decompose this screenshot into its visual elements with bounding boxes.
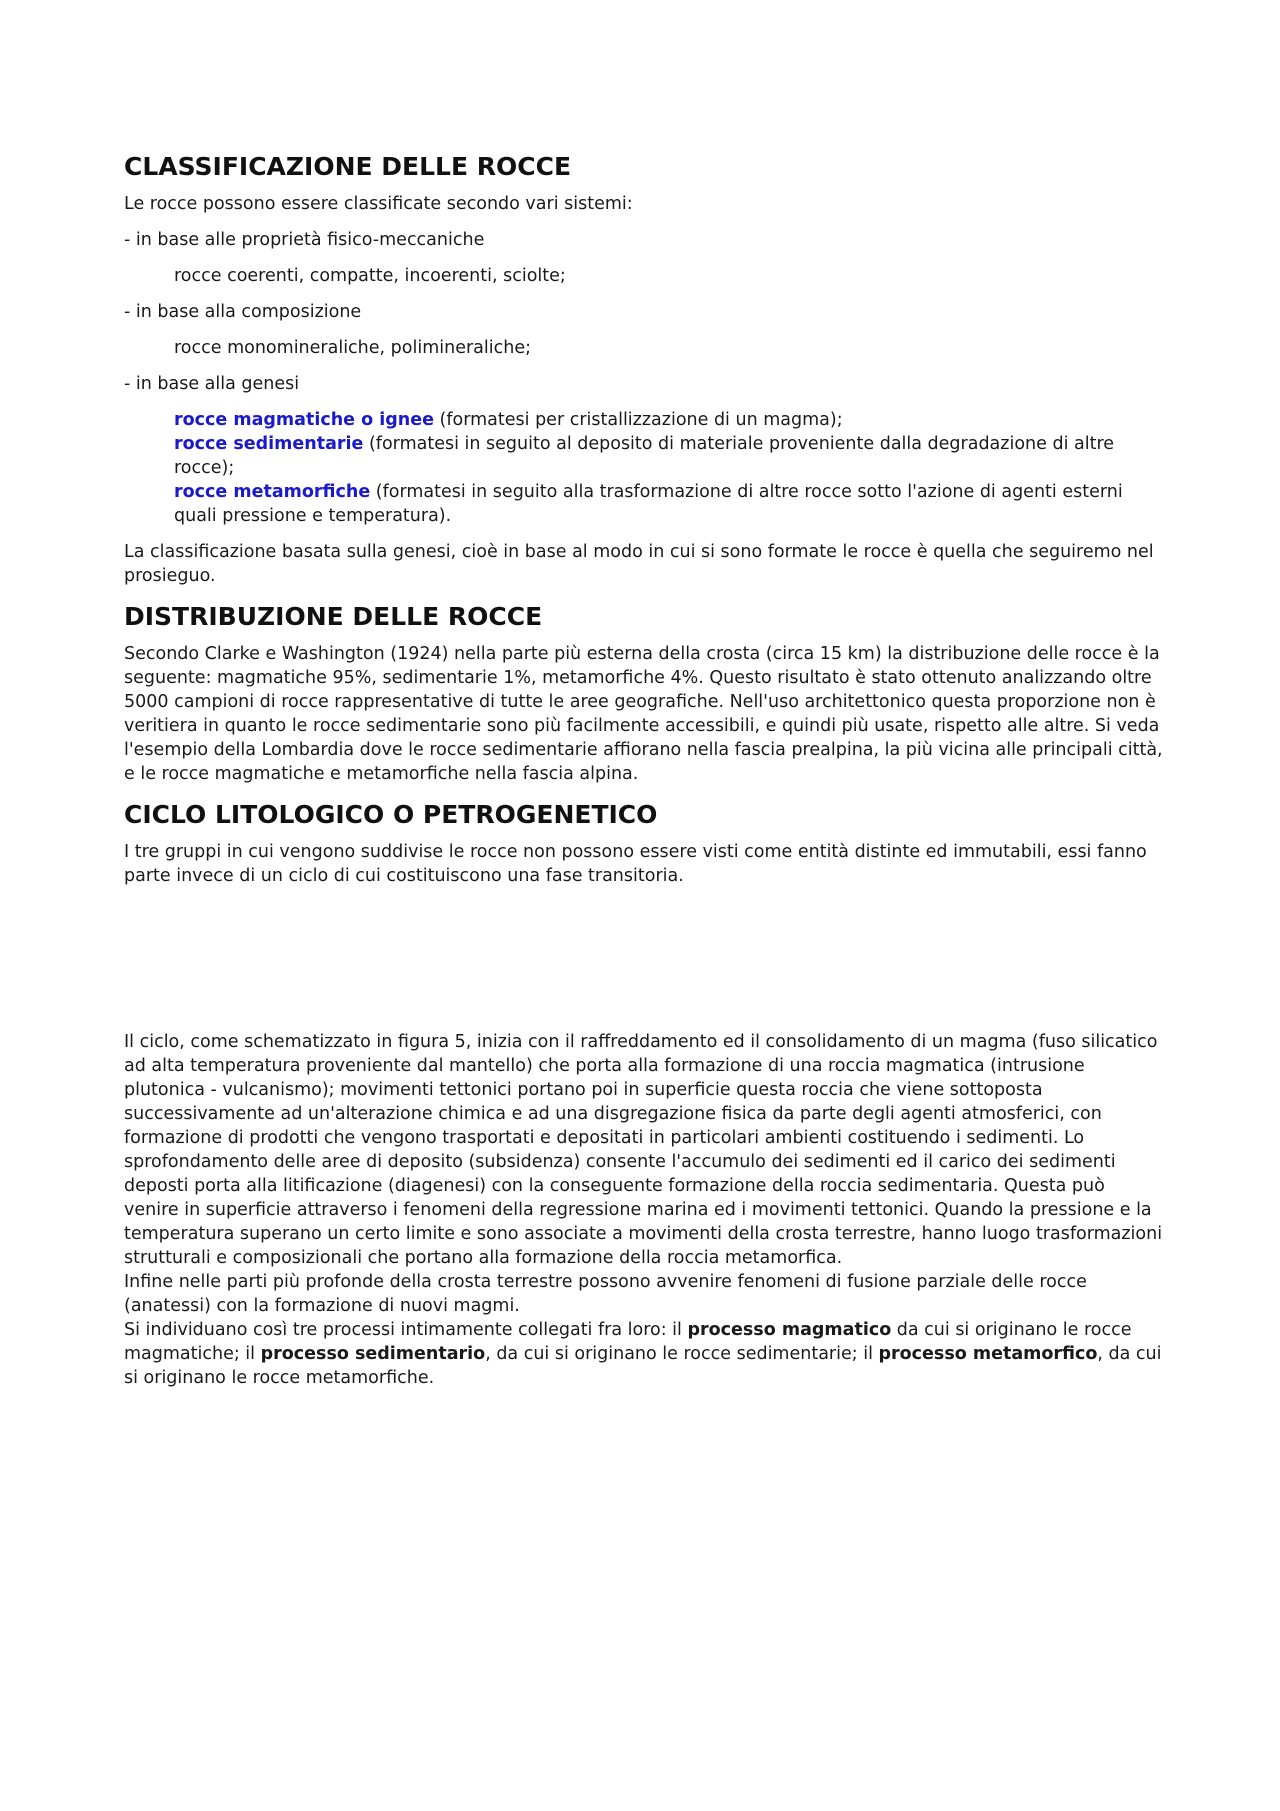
process-metamorphic: processo metamorfico — [878, 1344, 1098, 1364]
term-desc: (formatesi in seguito alla trasformazione di altre rocce sotto l'azione di agenti esterni quali pressione e temperatura). — [174, 482, 1123, 526]
classification-conclusion: La classificazione basata sulla genesi, cioè in base al modo in cui si sono formate le rocce è quella che seguiremo nel prosieguo. — [124, 542, 1154, 586]
genesis-item — [174, 432, 1164, 480]
document-page — [124, 150, 1164, 1390]
criterion-label-composition: - in base alla composizione — [124, 302, 362, 322]
criterion-label-physical: - in base alle proprietà fisico-meccaniche — [124, 230, 485, 250]
term-sedimentary: rocce sedimentarie — [174, 434, 364, 454]
text-span: , da cui si originano le rocce metamorfiche. — [124, 1344, 1162, 1388]
processes-paragraph — [124, 1318, 1164, 1390]
distribution-body: Secondo Clarke e Washington (1924) nella parte più esterna della crosta (circa 15 km) la distribuzione delle rocce è la seguente: magmatiche 95%, sedimentarie 1%, metamorfiche 4%. Questo risultato è stato ottenuto analizzando oltre 5000 campioni di rocce rappresentative di tutte le aree geografiche. Nell'uso architettonico questa proporzione non è veritiera in quanto le rocce sedimentarie sono più facilmente accessibili, e quindi più usate, rispetto alle altre. Si veda l'esempio della Lombardia dove le rocce sedimentarie affiorano nella fascia prealpina, la più vicina alle principali città, e le rocce magmatiche e metamorfiche nella fascia alpina. — [124, 644, 1163, 784]
cycle-description: Il ciclo, come schematizzato in figura 5, inizia con il raffreddamento ed il consolidamento di un magma (fuso silicatico ad alta temperatura proveniente dal mantello) che porta alla formazione di una roccia magmatica (intrusione plutonica - vulcanismo); movimenti tettonici portano poi in superficie questa roccia che viene sottoposta successivamente ad un'alterazione chimica e ad una disgregazione fisica da parte degli agenti atmosferici, con formazione di prodotti che vengono trasportati e depositati in particolari ambienti costituendo i sedimenti. Lo sprofondamento delle aree di deposito (subsidenza) consente l'accumulo dei sedimenti ed il carico dei sedimenti deposti porta alla litificazione (diagenesi) con la conseguente formazione della roccia sedimentaria. Questa può venire in superficie attraverso i fenomeni della regressione marina ed i movimenti tettonici. Quando la pressione e la temperatura superano un certo limite e sono associate a movimenti della crosta terrestre, hanno luogo trasformazioni strutturali e composizionali che portano alla formazione della roccia metamorfica. — [124, 1032, 1163, 1268]
term-desc: (formatesi in seguito al deposito di materiale proveniente dalla degradazione di altre rocce); — [174, 434, 1115, 478]
anatexis-paragraph: Infine nelle parti più profonde della crosta terrestre possono avvenire fenomeni di fusione parziale delle rocce (anatessi) con la formazione di nuovi magmi. — [124, 1272, 1087, 1316]
term-magmatic: rocce magmatiche o ignee — [174, 410, 434, 430]
genesis-item — [174, 408, 1164, 432]
classification-intro: Le rocce possono essere classificate secondo vari sistemi: — [124, 194, 633, 214]
genesis-item — [174, 480, 1164, 528]
process-magmatic: processo magmatico — [687, 1320, 892, 1340]
term-desc: (formatesi per cristallizzazione di un magma); — [433, 410, 843, 430]
heading-distribuzione: DISTRIBUZIONE DELLE ROCCE — [124, 602, 543, 631]
criterion-label-genesis: - in base alla genesi — [124, 374, 300, 394]
heading-classificazione: CLASSIFICAZIONE DELLE ROCCE — [124, 152, 572, 181]
genesis-list — [124, 408, 1164, 528]
heading-ciclo: CICLO LITOLOGICO O PETROGENETICO — [124, 800, 658, 829]
text-span: , da cui si originano le rocce sedimentarie; il — [485, 1344, 879, 1364]
cycle-intro: I tre gruppi in cui vengono suddivise le rocce non possono essere visti come entità distinte ed immutabili, essi fanno parte invece di un ciclo di cui costituiscono una fase transitoria. — [124, 842, 1147, 886]
text-span: da cui si originano le rocce magmatiche; il — [124, 1320, 1132, 1364]
criterion-detail-composition: rocce monomineraliche, polimineraliche; — [174, 338, 531, 358]
criterion-detail-physical: rocce coerenti, compatte, incoerenti, sciolte; — [174, 266, 566, 286]
figure-placeholder — [124, 888, 1164, 1030]
term-metamorphic: rocce metamorfiche — [174, 482, 371, 502]
process-sedimentary: processo sedimentario — [260, 1344, 486, 1364]
text-span: Si individuano così tre processi intimamente collegati fra loro: il — [124, 1320, 688, 1340]
